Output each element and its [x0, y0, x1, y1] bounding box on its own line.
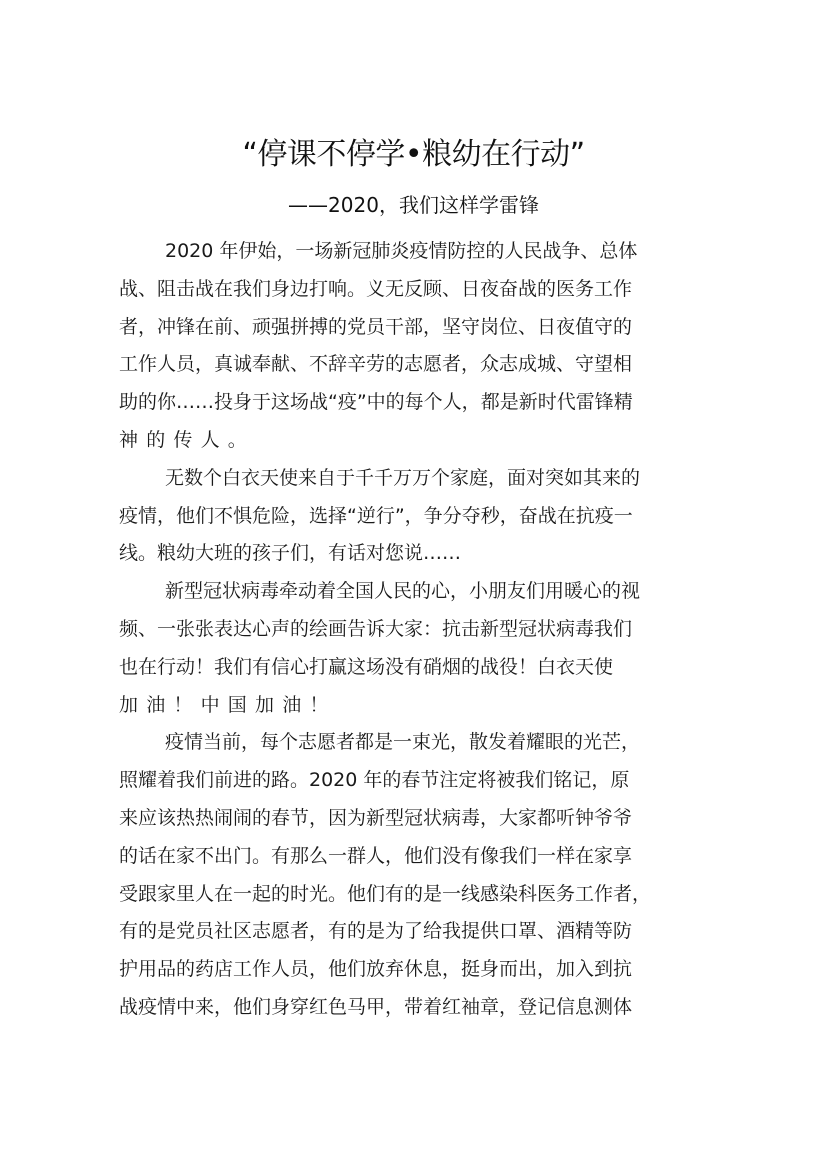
text-line: 新型冠状病毒牵动着全国人民的心，小朋友们用暖心的视 [165, 580, 641, 603]
text-line: 也在行动！我们有信心打赢这场没有硝烟的战役！白衣天使 [119, 655, 614, 678]
paragraph [119, 573, 715, 724]
text-line: 照耀着我们前进的路。2020 年的春节注定将被我们铭记，原 [119, 769, 630, 792]
text-line: 工作人员，真诚奉献、不辞辛劳的志愿者，众志成城、守望相 [119, 353, 633, 376]
text-line: 加油！中国加油！ [119, 693, 337, 716]
text-line: 战、阻击战在我们身边打响。义无反顾、日夜奋战的医务工作 [119, 277, 633, 300]
text-line: 有的是党员社区志愿者，有的是为了给我提供口罩、酒精等防 [119, 920, 633, 943]
document-title: “停课不停学•粮幼在行动” [242, 137, 585, 172]
text-line: 线。粮幼大班的孩子们，有话对您说…… [119, 542, 462, 565]
text-line: 来应该热热闹闹的春节，因为新型冠状病毒，大家都听钟爷爷 [119, 806, 633, 829]
text-line: 受跟家里人在一起的时光。他们有的是一线感染科医务工作者， [119, 882, 652, 905]
text-line: 战疫情中来，他们身穿红色马甲，带着红袖章，登记信息测体 [119, 995, 633, 1018]
paragraph [119, 460, 715, 573]
text-line: 护用品的药店工作人员，他们放弃休息，挺身而出，加入到抗 [119, 958, 633, 981]
text-line: 者，冲锋在前、顽强拼搏的党员干部，坚守岗位、日夜值守的 [119, 315, 633, 338]
text-line: 无数个白衣天使来自于千千万万个家庭，面对突如其来的 [165, 466, 641, 489]
text-line: 疫情当前，每个志愿者都是一束光，散发着耀眼的光芒， [165, 731, 641, 754]
text-line: 的话在家不出门。有那么一群人，他们没有像我们一样在家享 [119, 844, 633, 867]
text-line: 2020 年伊始，一场新冠肺炎疫情防控的人民战争、总体 [165, 240, 638, 262]
document-subtitle: ——2020，我们这样学雷锋 [288, 193, 539, 217]
text-line: 神的传人。 [119, 428, 256, 451]
document-body [119, 233, 715, 1027]
text-line: 助的你……投身于这场战“疫”中的每个人，都是新时代雷锋精 [119, 391, 633, 414]
paragraph [119, 724, 715, 1026]
paragraph [119, 233, 715, 460]
text-line: 疫情，他们不惧危险，选择“逆行”，争分夺秒，奋战在抗疫一 [119, 504, 633, 527]
text-line: 频、一张张表达心声的绘画告诉大家：抗击新型冠状病毒我们 [119, 617, 633, 640]
